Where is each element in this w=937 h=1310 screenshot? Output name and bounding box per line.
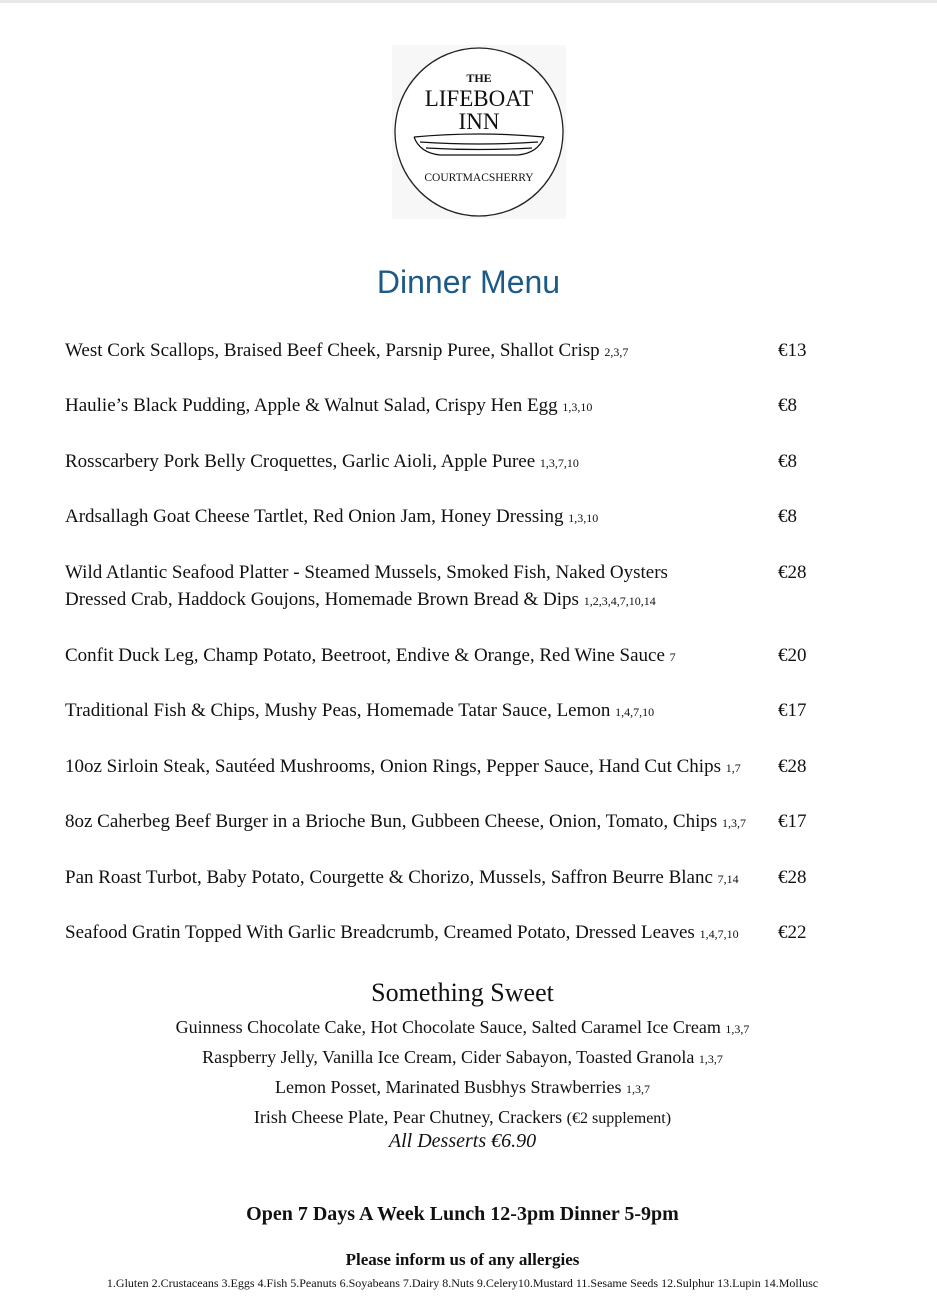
- menu-item-price: €13: [778, 340, 807, 361]
- menu-item: [65, 559, 825, 615]
- menu-item: [65, 864, 825, 893]
- opening-hours: Open 7 Days A Week Lunch 12-3pm Dinner 5-9pm: [246, 1203, 679, 1225]
- menu-item-description: [65, 337, 777, 366]
- menu-item-name: Pan Roast Turbot, Baby Potato, Courgette & Chorizo, Mussels, Saffron Beurre Blanc: [65, 867, 713, 888]
- menu-item-description: [65, 503, 777, 532]
- menu-item: [65, 337, 825, 366]
- top-rule: [0, 0, 937, 3]
- dessert-item: Irish Cheese Plate, Pear Chutney, Crackers (€2 supplement): [253, 1107, 672, 1127]
- menu-item-allergens: 1,3,10: [568, 511, 599, 525]
- logo-text-courtmacsherry: COURTMACSHERRY: [424, 172, 534, 184]
- menu-item-allergens: 1,4,7,10: [699, 927, 739, 941]
- menu-item-price: €20: [778, 645, 807, 666]
- dessert-price: All Desserts €6.90: [388, 1130, 537, 1152]
- dessert-item: Raspberry Jelly, Vanilla Ice Cream, Cider Sabayon, Toasted Granola 1,3,7: [202, 1047, 723, 1067]
- logo-text-lifeboat: LIFEBOAT: [424, 86, 534, 111]
- menu-item-allergens: 1,4,7,10: [615, 705, 655, 719]
- menu-item-description: [65, 448, 777, 477]
- menu-item-name: Seafood Gratin Topped With Garlic Breadcrumb, Creamed Potato, Dressed Leaves: [65, 922, 695, 943]
- menu-item-allergens: 7: [669, 650, 676, 664]
- dessert-list: [0, 1013, 925, 1133]
- menu-item-description: [65, 864, 777, 893]
- menu-item-allergens: 7,14: [717, 872, 739, 886]
- menu-item-description: [65, 392, 777, 421]
- menu-item-description: [65, 559, 777, 615]
- menu-item-price: €22: [778, 922, 807, 943]
- menu-item-name-line2: Dressed Crab, Haddock Goujons, Homemade Brown Bread & Dips: [65, 589, 579, 610]
- menu-item-description: [65, 697, 777, 726]
- page-title: Dinner Menu: [376, 264, 561, 300]
- menu-item-price: €17: [778, 811, 807, 832]
- menu-item-price: €17: [778, 700, 807, 721]
- menu-item: [65, 919, 825, 948]
- logo-text-the: THE: [466, 71, 492, 85]
- menu-item-allergens: 1,3,7: [722, 816, 747, 830]
- menu-item-name: Confit Duck Leg, Champ Potato, Beetroot, Endive & Orange, Red Wine Sauce: [65, 645, 665, 666]
- logo: [392, 45, 566, 219]
- menu-item: [65, 697, 825, 726]
- menu-item-allergens: 1,2,3,4,7,10,14: [583, 594, 656, 608]
- menu-item-allergens: 1,3,7,10: [539, 456, 579, 470]
- menu-item: [65, 808, 825, 837]
- menu-item-price: €8: [778, 395, 797, 416]
- menu-item-price: €8: [778, 451, 797, 472]
- dessert-item: Lemon Posset, Marinated Busbhys Strawberries 1,3,7: [275, 1077, 650, 1097]
- menu-item: [65, 392, 825, 421]
- dessert-item: Guinness Chocolate Cake, Hot Chocolate Sauce, Salted Caramel Ice Cream 1,3,7: [175, 1017, 750, 1037]
- menu-item-name: Rosscarbery Pork Belly Croquettes, Garlic Aioli, Apple Puree: [65, 451, 536, 472]
- menu-item-name: 8oz Caherbeg Beef Burger in a Brioche Bun, Gubbeen Cheese, Onion, Tomato, Chips: [65, 811, 718, 832]
- menu-item-allergens: 1,3,10: [562, 400, 593, 414]
- menu-item-price: €28: [778, 867, 807, 888]
- menu-item-price: €8: [778, 506, 797, 527]
- menu-item-name: Ardsallagh Goat Cheese Tartlet, Red Onion Jam, Honey Dressing: [65, 506, 564, 527]
- menu-item-allergens: 2,3,7: [604, 345, 629, 359]
- menu-item-price: €28: [778, 756, 807, 777]
- menu-item-allergens: 1,7: [725, 761, 741, 775]
- menu-item-name: Wild Atlantic Seafood Platter - Steamed Mussels, Smoked Fish, Naked Oysters: [65, 562, 668, 583]
- menu-item: [65, 448, 825, 477]
- menu-item: [65, 503, 825, 532]
- menu-item-price: €28: [778, 562, 807, 583]
- menu-item-description: [65, 753, 777, 782]
- logo-text-inn: INN: [458, 109, 500, 134]
- menu-item-description: [65, 642, 777, 671]
- menu-item-name: Haulie’s Black Pudding, Apple & Walnut Salad, Crispy Hen Egg: [65, 395, 558, 416]
- menu-item-description: [65, 919, 777, 948]
- menu-item: [65, 642, 825, 671]
- menu-item-name: Traditional Fish & Chips, Mushy Peas, Homemade Tatar Sauce, Lemon: [65, 700, 611, 721]
- menu-item-description: [65, 808, 777, 837]
- menu-item-name: 10oz Sirloin Steak, Sautéed Mushrooms, Onion Rings, Pepper Sauce, Hand Cut Chips: [65, 756, 721, 777]
- menu-item: [65, 753, 825, 782]
- dessert-heading: Something Sweet: [371, 978, 554, 1007]
- allergy-note: Please inform us of any allergies: [345, 1250, 580, 1269]
- allergen-key: 1.Gluten 2.Crustaceans 3.Eggs 4.Fish 5.Peanuts 6.Soyabeans 7.Dairy 8.Nuts 9.Celery10.Mustard 11.Sesame Seeds 12.Sulphur 13.Lupin 14.Mollusc: [106, 1276, 819, 1290]
- menu-item-name: West Cork Scallops, Braised Beef Cheek, Parsnip Puree, Shallot Crisp: [65, 340, 600, 361]
